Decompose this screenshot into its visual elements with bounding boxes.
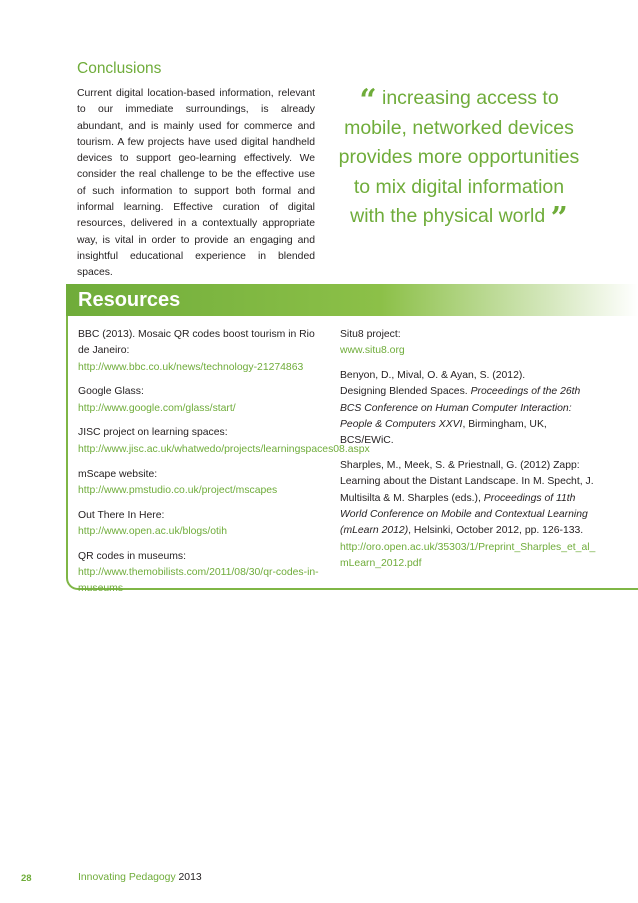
resource-text: QR codes in museums: xyxy=(78,550,186,562)
reference-venue: Proceedings of 11th World Conference on Mobile and Contextual Learning (mLearn 2012) xyxy=(340,492,588,537)
footer-publication: Innovating Pedagogy xyxy=(78,872,176,883)
resource-text: Out There In Here: xyxy=(78,509,165,521)
resource-link[interactable]: http://www.bbc.co.uk/news/technology-21274863 xyxy=(78,361,304,373)
conclusions-body: Current digital location-based information, relevant to our immediate surroundings, is already abundant, and is mainly used for commerce and tourism. A few projects have used digital handheld devices to support geo-learning effectively. We consider the real challenge to be the effective use of such information to support both formal and informal learning. Effective curation of digital resources, delivered in a contextually appropriate way, is vital in order to provide an engaging and insightful educational experience in blended spaces. xyxy=(77,88,315,279)
reference-authors: Sharples, M., Meek, S. & Priestnall, G. (2012) Zapp: Learning about the Distant Landscape. In M. Specht, J. Multisilta & M. Sharples (eds.), xyxy=(340,460,594,504)
page-number: 28 xyxy=(21,873,32,884)
close-quote-mark: ” xyxy=(550,201,568,236)
resource-link[interactable]: http://www.themobilists.com/2011/08/30/qr-codes-in-museums xyxy=(78,567,319,595)
resource-text: JISC project on learning spaces: xyxy=(78,427,228,439)
resource-link[interactable]: http://www.open.ac.uk/blogs/otih xyxy=(78,525,228,537)
reference-authors: Benyon, D., Mival, O. & Ayan, S. (2012). xyxy=(340,370,526,382)
resource-link[interactable]: http://www.jisc.ac.uk/whatwedo/projects/learningspaces08.aspx xyxy=(78,443,370,455)
reference-link[interactable]: http://oro.open.ac.uk/35303/1/Preprint_Sharples_et_al_mLearn_2012.pdf xyxy=(340,541,596,569)
reference-entry xyxy=(340,368,600,449)
resource-entry xyxy=(340,327,600,360)
reference-details: , Helsinki, October 2012, pp. 126-133. xyxy=(408,525,584,537)
resource-entry xyxy=(78,425,370,458)
resource-link[interactable]: http://www.google.com/glass/start/ xyxy=(78,402,236,414)
reference-entry xyxy=(340,458,600,572)
resource-entry xyxy=(78,549,323,598)
resources-left-column xyxy=(78,327,370,606)
resource-text: Google Glass: xyxy=(78,386,144,398)
reference-details: , Birmingham, UK, BCS/EWiC. xyxy=(340,418,547,447)
resource-entry xyxy=(78,327,323,376)
resource-entry xyxy=(78,508,323,541)
resource-text: Situ8 project: xyxy=(340,329,401,340)
resource-entry xyxy=(78,467,323,500)
resource-link[interactable]: http://www.pmstudio.co.uk/project/mscapes xyxy=(78,484,278,496)
open-quote-mark: “ xyxy=(359,83,377,118)
footer-year: 2013 xyxy=(178,872,202,883)
resource-entry xyxy=(78,384,323,417)
resource-link[interactable]: www.situ8.org xyxy=(340,345,405,357)
pull-quote-text: increasing access to mobile, networked devices provides more opportunities to mix digital information with the physical world xyxy=(338,87,580,227)
resource-text: mScape website: xyxy=(78,468,158,480)
conclusions-heading: Conclusions xyxy=(77,60,162,77)
resource-text: BBC (2013). Mosaic QR codes boost tourism in Rio de Janeiro: xyxy=(78,329,315,357)
reference-title: Designing Blended Spaces. xyxy=(340,386,468,398)
reference-venue: Proceedings of the 26th BCS Conference on Human Computer Interaction: People & Computers XXVI xyxy=(340,386,581,430)
resources-right-column xyxy=(340,327,600,581)
resources-heading: Resources xyxy=(78,289,181,311)
pull-quote xyxy=(336,83,582,236)
footer-title xyxy=(78,872,202,883)
